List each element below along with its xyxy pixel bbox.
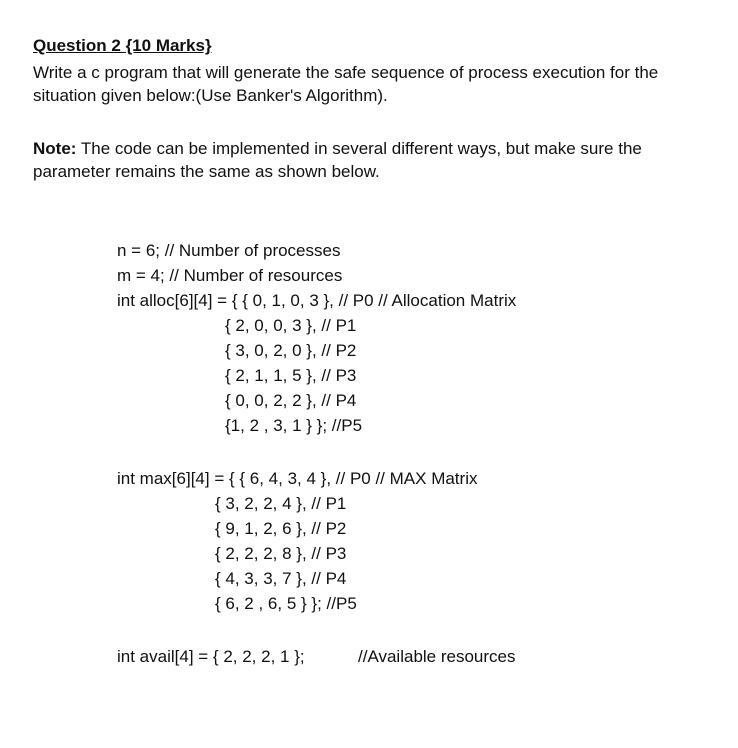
note-text: The code can be implemented in several different ways, but make sure the bbox=[76, 139, 642, 158]
alloc-row: { 3, 0, 2, 0 }, // P2 bbox=[225, 341, 357, 360]
note-line-2: parameter remains the same as shown below. bbox=[33, 162, 380, 181]
code-avail-line: int avail[4] = { 2, 2, 2, 1 }; bbox=[117, 647, 305, 666]
code-block-header bbox=[117, 241, 516, 316]
note-paragraph bbox=[33, 137, 642, 183]
max-row: { 6, 2 , 6, 5 } }; //P5 bbox=[215, 594, 357, 613]
instruction-line-2: situation given below:(Use Banker's Algorithm). bbox=[33, 86, 388, 105]
note-label: Note: bbox=[33, 139, 77, 158]
max-matrix-rows bbox=[215, 494, 357, 619]
max-row: { 3, 2, 2, 4 }, // P1 bbox=[215, 494, 347, 513]
code-max-first-line: int max[6][4] = { { 6, 4, 3, 4 }, // P0 // MAX Matrix bbox=[117, 469, 478, 488]
code-avail-comment: //Available resources bbox=[358, 647, 516, 666]
note-line-1 bbox=[33, 137, 642, 160]
max-row: { 9, 1, 2, 6 }, // P2 bbox=[215, 519, 347, 538]
alloc-row: { 2, 0, 0, 3 }, // P1 bbox=[225, 316, 357, 335]
alloc-row: { 0, 0, 2, 2 }, // P4 bbox=[225, 391, 357, 410]
max-row: { 2, 2, 2, 8 }, // P3 bbox=[215, 544, 347, 563]
instruction-paragraph bbox=[33, 61, 658, 107]
max-row: { 4, 3, 3, 7 }, // P4 bbox=[215, 569, 347, 588]
alloc-row: {1, 2 , 3, 1 } }; //P5 bbox=[225, 416, 363, 435]
alloc-matrix-rows bbox=[225, 316, 362, 441]
question-title: Question 2 {10 Marks} bbox=[33, 36, 212, 55]
code-n-line: n = 6; // Number of processes bbox=[117, 241, 341, 260]
code-m-line: m = 4; // Number of resources bbox=[117, 266, 343, 285]
code-max-header bbox=[117, 469, 477, 494]
instruction-line-1: Write a c program that will generate the safe sequence of process execution for the bbox=[33, 63, 659, 82]
code-alloc-first-line: int alloc[6][4] = { { 0, 1, 0, 3 }, // P0 // Allocation Matrix bbox=[117, 291, 517, 310]
alloc-row: { 2, 1, 1, 5 }, // P3 bbox=[225, 366, 357, 385]
